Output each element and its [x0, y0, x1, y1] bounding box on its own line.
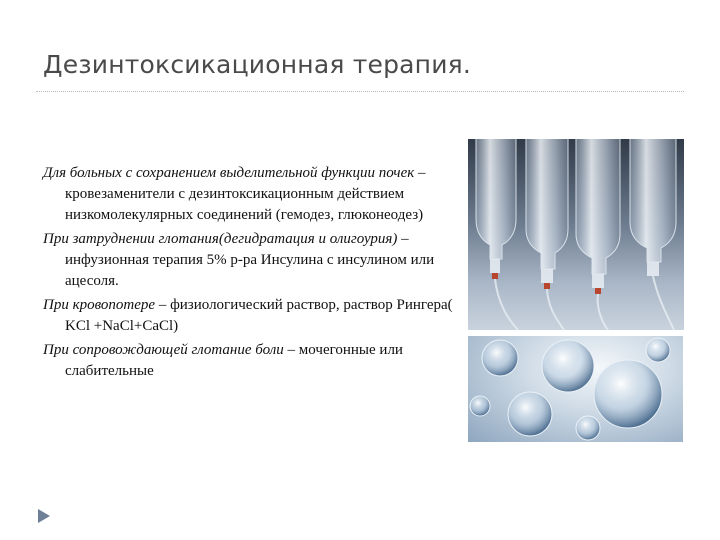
- paragraph-blood-loss: [43, 295, 468, 337]
- paragraph-text: – инфузионная терапия 5% р-ра Инсулина с инсулином или ацесоля.: [65, 231, 435, 289]
- infusion-bottles-photo: [468, 139, 684, 330]
- title-divider: [36, 91, 684, 92]
- paragraph-lead: При кровопотере: [43, 297, 156, 313]
- triangle-arrow-icon: [37, 508, 51, 524]
- paragraph-text: – мочегонные или слабительные: [65, 342, 403, 379]
- paragraph-text: – кровезаменители с дезинтоксикационным действием низкомолекулярных соединений (гемодез, глюконеодез): [65, 165, 426, 223]
- paragraph-excretory: [43, 163, 468, 226]
- paragraph-lead: Для больных с сохранением выделительной функции почек: [43, 165, 415, 181]
- paragraph-pain: [43, 340, 468, 382]
- paragraph-lead: При затруднении глотания(дегидратация и олигоурия): [43, 231, 398, 247]
- slide-title: Дезинтоксикационная терапия.: [43, 50, 472, 79]
- paragraph-text: – физиологический раствор, раствор Рингера( KCl +NaCl+CaCl): [65, 297, 453, 334]
- paragraph-lead: При сопровождающей глотание боли: [43, 342, 284, 358]
- paragraph-swallowing: [43, 229, 468, 292]
- slide-body: [43, 163, 468, 385]
- water-bubbles-photo: [468, 336, 683, 442]
